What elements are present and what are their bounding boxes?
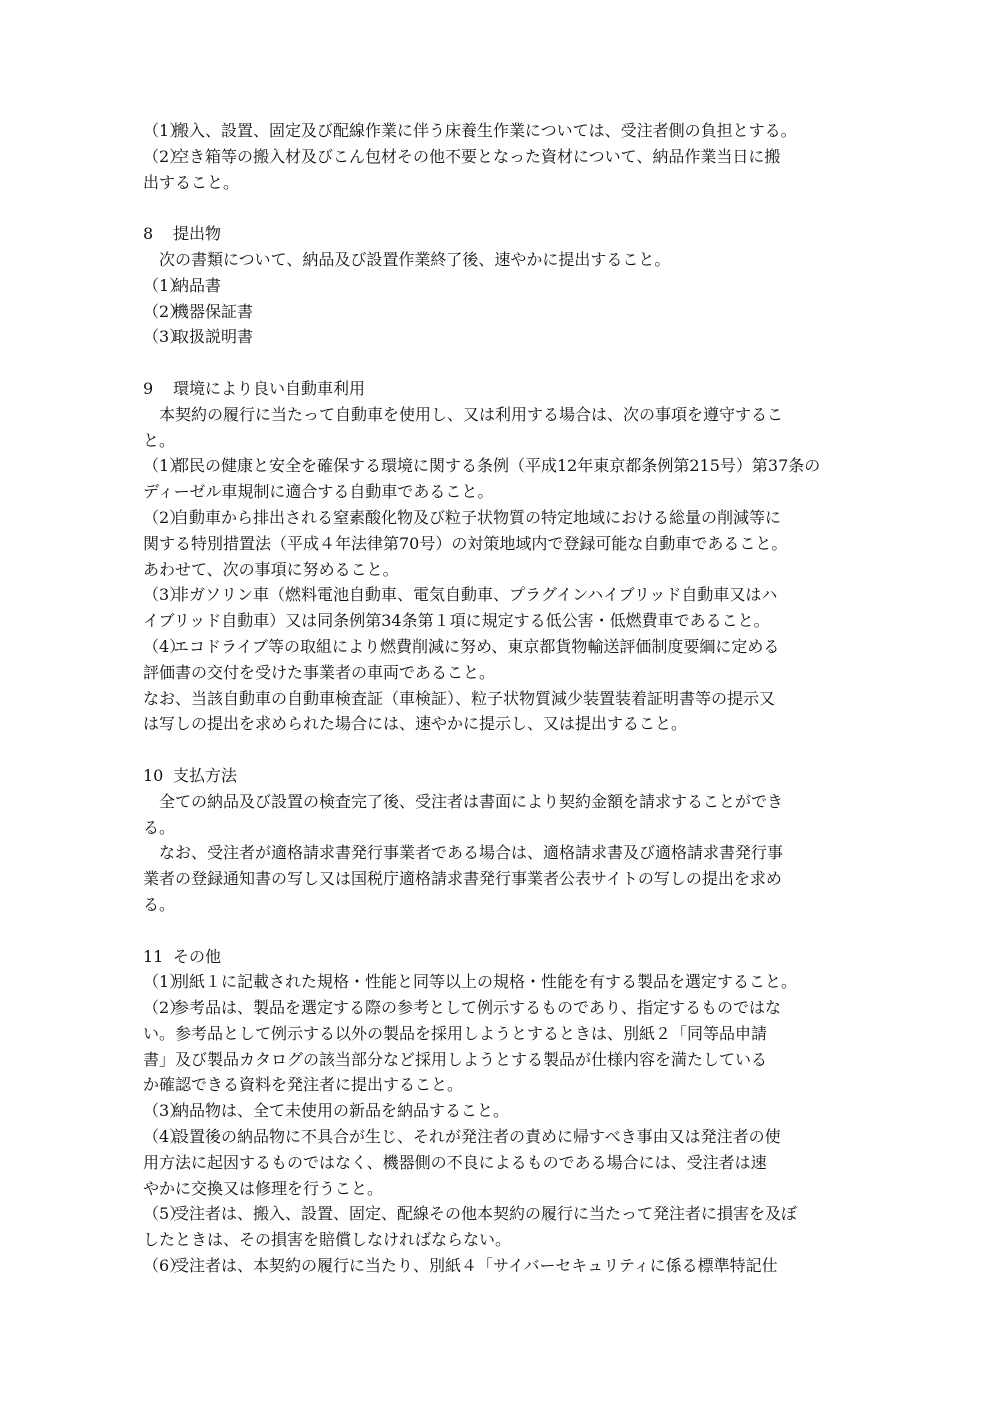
item-number: （3） [143, 585, 186, 605]
section [143, 118, 868, 195]
item-number: （6） [143, 1256, 186, 1276]
document-body [143, 118, 868, 1279]
list-item [143, 324, 868, 350]
item-text: ディーゼル車規制に適合する自動車であること。 [143, 482, 494, 502]
item-text: 搬入、設置、固定及び配線作業に伴う床養生作業については、受注者側の負担とする。 [173, 121, 797, 140]
list-item [143, 969, 868, 995]
item-text: 非ガソリン車（燃料電池自動車、電気自動車、プラグインハイブリッド自動車又はハ [173, 585, 778, 605]
section-spacer [143, 350, 868, 376]
item-text: 納品物は、全て未使用の新品を納品すること。 [173, 1101, 510, 1121]
item-text: 空き箱等の搬入材及びこん包材その他不要となった資材について、納品作業当日に搬 [173, 146, 781, 166]
section-spacer [143, 918, 868, 944]
item-text: 用方法に起因するものではなく、機器側の不良によるものである場合には、受注者は速 [143, 1152, 767, 1172]
section [143, 350, 868, 737]
item-text: あわせて、次の事項に努めること。 [143, 559, 399, 579]
item-number: （2） [143, 301, 186, 321]
section-title: 支払方法 [173, 765, 238, 785]
item-text: イブリッド自動車）又は同条例第34条第１項に規定する低公害・低燃費車であること。 [143, 611, 770, 631]
item-text: 出すること。 [143, 172, 240, 192]
section-number: 8 [143, 224, 154, 244]
paragraph-line: なお、受注者が適格請求書発行事業者である場合は、適格請求書及び適格請求書発行事 [159, 843, 784, 863]
item-text: 自動車から排出される窒素酸化物及び粒子状物質の特定地域における総量の削減等に [173, 507, 782, 527]
list-item [143, 273, 868, 299]
item-number: （1） [143, 121, 186, 140]
item-text: は写しの提出を求められた場合には、速やかに提示し、又は提出すること。 [143, 714, 688, 734]
paragraph-line: 業者の登録通知書の写し又は国税庁適格請求書発行事業者公表サイトの写しの提出を求め [143, 869, 782, 889]
list-item [143, 505, 868, 582]
section-heading [143, 944, 868, 970]
list-item [143, 299, 868, 325]
section-spacer [143, 737, 868, 763]
item-text: 取扱説明書 [173, 327, 254, 347]
item-text: 別紙１に記載された規格・性能と同等以上の規格・性能を有する製品を選定すること。 [173, 972, 798, 992]
item-number: （3） [143, 1101, 186, 1121]
section-number: 10 [143, 765, 164, 785]
section-title: 提出物 [173, 224, 222, 244]
item-text: 受注者は、本契約の履行に当たり、別紙４「サイバーセキュリティに係る標準特記仕 [173, 1256, 778, 1276]
item-number: （4） [143, 636, 186, 656]
paragraph-line: る。 [143, 894, 176, 914]
paragraph-line: 全ての納品及び設置の検査完了後、受注者は書面により契約金額を請求することができ [159, 791, 784, 811]
list-item [143, 995, 868, 1098]
item-text: やかに交換又は修理を行うこと。 [143, 1178, 384, 1198]
item-text: か確認できる資料を発注者に提出すること。 [143, 1075, 464, 1095]
item-number: （2） [143, 146, 186, 166]
section-heading [143, 221, 868, 247]
section-spacer [143, 195, 868, 221]
item-text: 関する特別措置法（平成４年法律第70号）の対策地域内で登録可能な自動車であること。 [143, 533, 788, 553]
section-heading [143, 376, 868, 402]
item-number: （4） [143, 1127, 186, 1147]
section-title: その他 [173, 946, 222, 966]
item-text: 納品書 [173, 275, 222, 295]
item-text: 書」及び製品カタログの該当部分など採用しようとする製品が仕様内容を満たしている [143, 1049, 768, 1069]
item-text: なお、当該自動車の自動車検査証（車検証）、粒子状物質減少装置装着証明書等の提示又 [143, 688, 776, 708]
list-item [143, 118, 868, 144]
section [143, 195, 868, 350]
item-number: （2） [143, 998, 186, 1018]
list-item [143, 1201, 868, 1253]
item-number: （1） [143, 972, 186, 992]
item-number: （3） [143, 327, 186, 347]
item-text: い。参考品として例示する以外の製品を採用しようとするときは、別紙２「同等品申請 [143, 1023, 768, 1043]
paragraph-line: 本契約の履行に当たって自動車を使用し、又は利用する場合は、次の事項を遵守するこ [159, 404, 784, 424]
item-text: 受注者は、搬入、設置、固定、配線その他本契約の履行に当たって発注者に損害を及ぼ [173, 1204, 798, 1224]
section-heading [143, 763, 868, 789]
item-number: （1） [143, 456, 186, 476]
section [143, 918, 868, 1279]
paragraph-line: と。 [143, 430, 176, 450]
section-number: 9 [143, 378, 154, 398]
list-item [143, 144, 868, 196]
item-text: 評価書の交付を受けた事業者の車両であること。 [143, 662, 496, 682]
list-item [143, 1253, 868, 1279]
item-text: 都民の健康と安全を確保する環境に関する条例（平成12年東京都条例第215号）第37条の [173, 456, 821, 476]
item-text: エコドライブ等の取組により燃費削減に努め、東京都貨物輸送評価制度要綱に定める [173, 636, 780, 656]
item-number: （2） [143, 507, 186, 527]
section-title: 環境により良い自動車利用 [173, 378, 366, 398]
item-text: したときは、その損害を賠償しなければならない。 [143, 1230, 512, 1250]
list-item [143, 453, 868, 505]
item-text: 参考品は、製品を選定する際の参考として例示するものであり、指定するものではな [173, 998, 782, 1018]
section-number: 11 [143, 946, 164, 966]
section [143, 737, 868, 918]
list-item [143, 1124, 868, 1201]
list-item [143, 1098, 868, 1124]
paragraph-line: る。 [143, 817, 176, 837]
item-number: （1） [143, 275, 186, 295]
list-item [143, 634, 868, 737]
item-text: 機器保証書 [173, 301, 254, 321]
item-text: 設置後の納品物に不具合が生じ、それが発注者の責めに帰すべき事由又は発注者の使 [173, 1127, 781, 1147]
paragraph-line: 次の書類について、納品及び設置作業終了後、速やかに提出すること。 [159, 249, 671, 269]
list-item [143, 582, 868, 634]
item-number: （5） [143, 1204, 186, 1224]
